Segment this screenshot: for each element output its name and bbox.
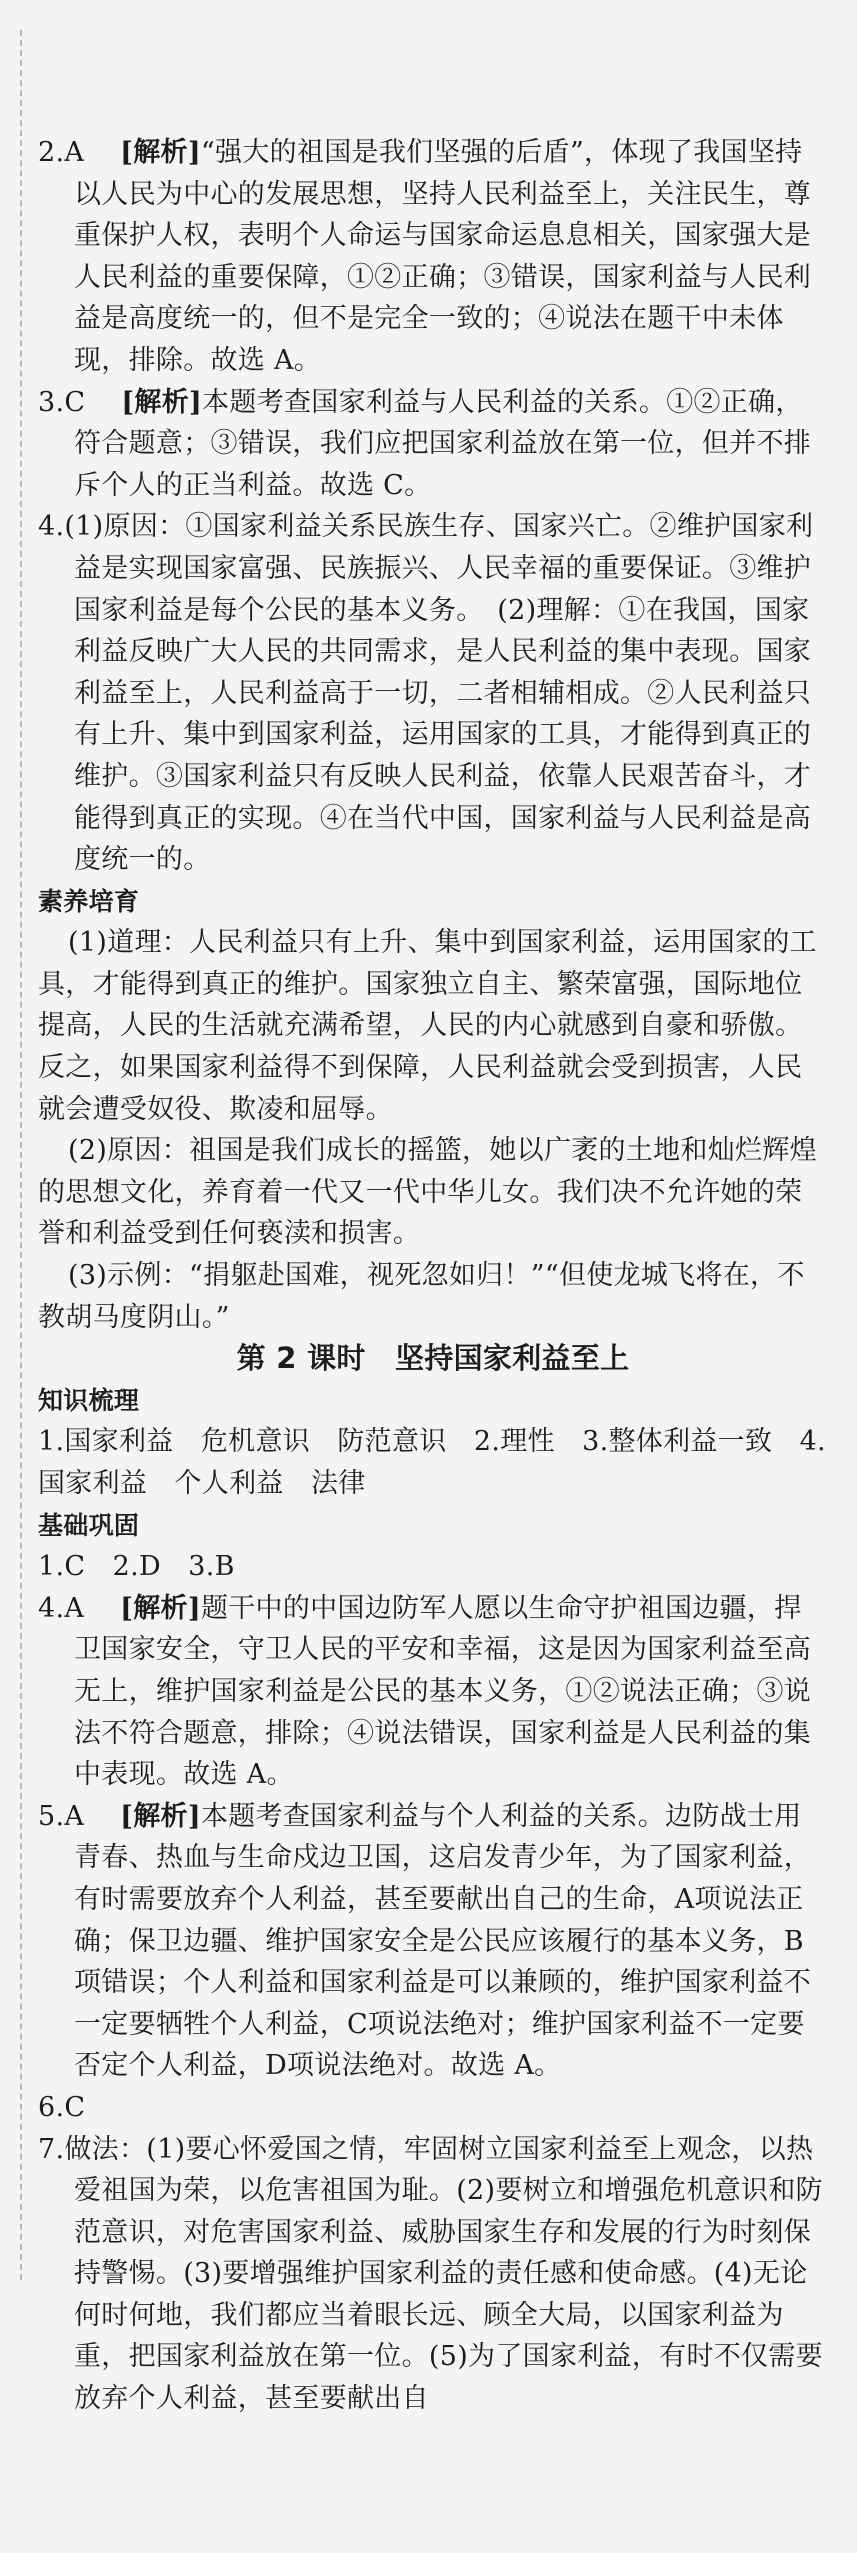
answer-q2 [38, 132, 828, 382]
answer-b4 [38, 1588, 828, 1796]
answer-content [38, 132, 828, 2420]
answer-text: 本题考查国家利益与个人利益的关系。边防战士用青春、热血与生命戍边卫国，这启发青少年，为了国家利益，有时需要放弃个人利益，甚至要献出自己的生命，A项说法正确；保卫边疆、维护国家安全是公民应该履行的基本义务，B项错误；个人利益和国家利益是可以兼顾的，维护国家利益不一定要牺牲个人利益，C项说法绝对；维护国家利益不一定要否定个人利益，D项说法绝对。故选 A。 [74, 1800, 812, 2082]
question-number: 4.A [38, 1592, 85, 1624]
question-number: 7. [38, 2133, 65, 2165]
question-number: 5.A [38, 1800, 85, 1832]
section-heading-jichu: 基础巩固 [38, 1510, 140, 1540]
answer-q3 [38, 382, 828, 507]
answer-text: (1)原因：①国家利益关系民族生存、国家兴亡。②维护国家利益是实现国家富强、民族振兴、人民幸福的重要保证。③维护国家利益是每个公民的基本义务。 (2)理解：①在我国，国家利益反映广大人民的共同需求，是人民利益的集中表现。国家利益至上，人民利益高于一切，二者相辅相成。②人民利益只有上升、集中到国家利益，运用国家的工具，才能得到真正的维护。③国家利益只有反映人民利益，依靠人民艰苦奋斗，才能得到真正的实现。④在当代中国，国家利益与人民利益是高度统一的。 [64, 511, 814, 876]
answer-text: 题干中的中国边防军人愿以生命守护祖国边疆，捍卫国家安全，守卫人民的平安和幸福，这是因为国家利益至高无上，维护国家利益是公民的基本义务，①②说法正确；③说法不符合题意，排除；④说法错误，国家利益是人民利益的集中表现。故选 A。 [74, 1592, 812, 1791]
analysis-tag: [ 解析 ] [120, 1801, 201, 1832]
answer-b5 [38, 1796, 828, 2087]
suyang-paragraph-2: (2)原因：祖国是我们成长的摇篮，她以广袤的土地和灿烂辉煌的思想文化，养育着一代又一代中华儿女。我们决不允许她的荣誉和利益受到任何亵渎和损害。 [38, 1135, 817, 1250]
section-heading-zhishi: 知识梳理 [38, 1385, 140, 1415]
section-heading-suyang: 素养培育 [38, 886, 140, 916]
answer-text: 做法：(1)要心怀爱国之情，牢固树立国家利益至上观念，以热爱祖国为荣，以危害祖国为耻。(2)要树立和增强危机意识和防范意识，对危害国家利益、威胁国家生存和发展的行为时刻保持警惕。(3)要增强维护国家利益的责任感和使命感。(4)无论何时何地，我们都应当着眼长远、顾全大局，以国家利益为重，把国家利益放在第一位。(5)为了国家利益，有时不仅需要放弃个人利益，甚至要献出自 [64, 2133, 823, 2415]
answer-b6: 6.C [38, 2091, 86, 2123]
suyang-paragraph-3: (3)示例：“捐躯赴国难，视死忽如归！”“但使龙城飞将在，不教胡马度阴山。” [38, 1260, 805, 1333]
answer-text: “强大的祖国是我们坚强的后盾”，体现了我国坚持以人民为中心的发展思想，坚持人民利益至上，关注民生，尊重保护人权，表明个人命运与国家命运息息相关，国家强大是人民利益的重要保障，①②正确；③错误，国家利益与人民利益是高度统一的，但不是完全一致的；④说法在题干中未体现，排除。故选 A。 [74, 137, 812, 376]
analysis-tag: [ 解析 ] [120, 137, 201, 168]
jichu-answers: 1.C 2.D 3.B [38, 1551, 235, 1583]
analysis-tag: [ 解析 ] [120, 1593, 201, 1624]
question-number: 4. [38, 511, 65, 543]
answer-q4 [38, 506, 828, 880]
question-number: 3.C [38, 386, 86, 418]
answer-b7 [38, 2129, 828, 2420]
answer-text: 本题考查国家利益与人民利益的关系。①②正确，符合题意；③错误，我们应把国家利益放在第一位，但并不排斥个人的正当利益。故选 C。 [74, 386, 812, 501]
question-number: 2.A [38, 137, 85, 168]
margin-dashed-rule [20, 30, 22, 2280]
zhishi-answers: 1.国家利益 危机意识 防范意识 2.理性 3.整体利益一致 4.国家利益 个人利益 法律 [38, 1426, 826, 1499]
suyang-paragraph-1: (1)道理：人民利益只有上升、集中到国家利益，运用国家的工具，才能得到真正的维护。国家独立自主、繁荣富强，国际地位提高，人民的生活就充满希望，人民的内心就感到自豪和骄傲。反之，如果国家利益得不到保障，人民利益就会受到损害，人民就会遭受奴役、欺凌和屈辱。 [38, 927, 817, 1125]
analysis-tag: [ 解析 ] [121, 387, 202, 418]
lesson-title: 第 2 课时 坚持国家利益至上 [236, 1341, 630, 1376]
